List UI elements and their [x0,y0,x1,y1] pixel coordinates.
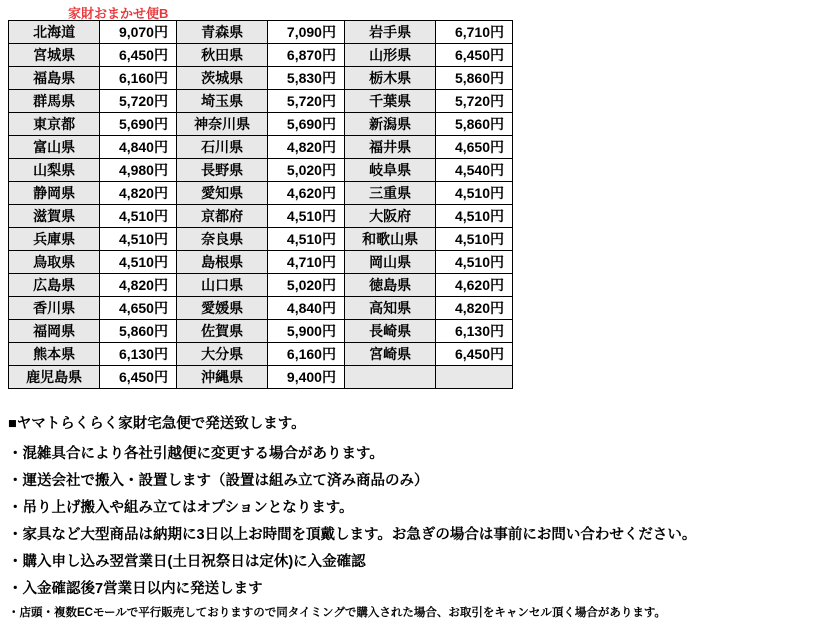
note-line: ・入金確認後7営業日以内に発送します [8,581,263,597]
table-row [9,136,513,159]
price-cell: 4,510円 [436,182,513,205]
prefecture-cell: 福井県 [344,136,435,159]
price-cell: 5,720円 [436,90,513,113]
price-cell: 5,690円 [100,113,177,136]
price-cell: 4,980円 [100,159,177,182]
price-cell: 5,900円 [268,320,345,343]
prefecture-cell: 山形県 [344,44,435,67]
table-row [9,366,513,389]
prefecture-cell: 愛知県 [176,182,267,205]
shipping-fee-table [8,20,513,389]
prefecture-cell: 富山県 [9,136,100,159]
price-cell: 4,820円 [100,274,177,297]
price-cell: 6,130円 [100,343,177,366]
price-cell: 4,510円 [100,251,177,274]
note-line: ・混雑具合により各社引越便に変更する場合があります。 [8,446,384,462]
table-row [9,228,513,251]
table-row [9,297,513,320]
price-cell: 4,510円 [100,205,177,228]
prefecture-cell: 香川県 [9,297,100,320]
price-cell: 6,450円 [100,366,177,389]
note-line: ・吊り上げ搬入や組み立てはオプションとなります。 [8,500,354,516]
price-cell: 4,510円 [436,251,513,274]
price-cell: 4,840円 [268,297,345,320]
price-cell: 4,820円 [436,297,513,320]
price-cell: 5,020円 [268,159,345,182]
page-title: 家財おまかせ便B [68,6,169,21]
prefecture-cell: 栃木県 [344,67,435,90]
prefecture-cell: 福島県 [9,67,100,90]
table-row [9,274,513,297]
prefecture-cell: 鳥取県 [9,251,100,274]
table-row [9,320,513,343]
empty-cell [344,366,435,389]
table-row [9,44,513,67]
price-cell: 4,540円 [436,159,513,182]
prefecture-cell: 佐賀県 [176,320,267,343]
price-cell: 5,830円 [268,67,345,90]
prefecture-cell: 愛媛県 [176,297,267,320]
table-row [9,21,513,44]
price-cell: 4,710円 [268,251,345,274]
price-cell: 6,870円 [268,44,345,67]
prefecture-cell: 秋田県 [176,44,267,67]
price-cell: 4,510円 [436,228,513,251]
prefecture-cell: 埼玉県 [176,90,267,113]
prefecture-cell: 山梨県 [9,159,100,182]
price-cell: 5,860円 [436,113,513,136]
price-cell: 4,510円 [100,228,177,251]
table-row [9,251,513,274]
price-cell: 6,130円 [436,320,513,343]
price-cell: 5,860円 [436,67,513,90]
price-cell: 4,650円 [436,136,513,159]
price-cell: 4,820円 [100,182,177,205]
price-cell: 4,620円 [436,274,513,297]
prefecture-cell: 長野県 [176,159,267,182]
price-cell: 5,690円 [268,113,345,136]
price-cell: 9,400円 [268,366,345,389]
price-cell: 5,860円 [100,320,177,343]
price-cell: 4,620円 [268,182,345,205]
price-cell: 6,710円 [436,21,513,44]
prefecture-cell: 島根県 [176,251,267,274]
table-row [9,113,513,136]
prefecture-cell: 大分県 [176,343,267,366]
price-cell: 6,160円 [100,67,177,90]
prefecture-cell: 新潟県 [344,113,435,136]
table-row [9,67,513,90]
note-line: ・購入申し込み翌営業日(土日祝祭日は定休)に入金確認 [8,554,366,570]
prefecture-cell: 京都府 [176,205,267,228]
price-cell: 4,510円 [268,228,345,251]
prefecture-cell: 鹿児島県 [9,366,100,389]
note-small-print: ・店頭・複数ECモールで平行販売しておりますので同タイミングで購入された場合、お取引をキャンセル頂く場合があります。 [8,607,666,619]
notes-section [8,412,808,620]
prefecture-cell: 大阪府 [344,205,435,228]
price-cell: 4,840円 [100,136,177,159]
prefecture-cell: 徳島県 [344,274,435,297]
prefecture-cell: 青森県 [176,21,267,44]
price-cell: 5,720円 [100,90,177,113]
prefecture-cell: 長崎県 [344,320,435,343]
prefecture-cell: 高知県 [344,297,435,320]
prefecture-cell: 奈良県 [176,228,267,251]
price-cell: 7,090円 [268,21,345,44]
price-cell: 6,450円 [100,44,177,67]
table-row [9,182,513,205]
notes-heading: ■ヤマトらくらく家財宅急便で発送致します。 [8,416,306,432]
price-cell: 5,020円 [268,274,345,297]
price-cell: 4,820円 [268,136,345,159]
prefecture-cell: 岩手県 [344,21,435,44]
prefecture-cell: 千葉県 [344,90,435,113]
prefecture-cell: 山口県 [176,274,267,297]
table-row [9,343,513,366]
price-cell: 4,650円 [100,297,177,320]
prefecture-cell: 静岡県 [9,182,100,205]
prefecture-cell: 広島県 [9,274,100,297]
note-line: ・運送会社で搬入・設置します（設置は組み立て済み商品のみ） [8,473,429,489]
price-cell: 6,450円 [436,343,513,366]
prefecture-cell: 群馬県 [9,90,100,113]
price-cell: 9,070円 [100,21,177,44]
prefecture-cell: 三重県 [344,182,435,205]
price-cell: 4,510円 [436,205,513,228]
prefecture-cell: 沖縄県 [176,366,267,389]
note-line: ・家具など大型商品は納期に3日以上お時間を頂戴します。お急ぎの場合は事前にお問い合わせください。 [8,527,697,543]
prefecture-cell: 北海道 [9,21,100,44]
prefecture-cell: 滋賀県 [9,205,100,228]
prefecture-cell: 神奈川県 [176,113,267,136]
prefecture-cell: 岐阜県 [344,159,435,182]
price-cell: 4,510円 [268,205,345,228]
prefecture-cell: 石川県 [176,136,267,159]
prefecture-cell: 宮崎県 [344,343,435,366]
prefecture-cell: 和歌山県 [344,228,435,251]
prefecture-cell: 宮城県 [9,44,100,67]
empty-cell [436,366,513,389]
table-row [9,205,513,228]
prefecture-cell: 茨城県 [176,67,267,90]
prefecture-cell: 熊本県 [9,343,100,366]
prefecture-cell: 福岡県 [9,320,100,343]
prefecture-cell: 岡山県 [344,251,435,274]
table-row [9,159,513,182]
price-cell: 6,450円 [436,44,513,67]
price-cell: 5,720円 [268,90,345,113]
prefecture-cell: 兵庫県 [9,228,100,251]
price-cell: 6,160円 [268,343,345,366]
table-body [9,21,513,389]
prefecture-cell: 東京都 [9,113,100,136]
table-row [9,90,513,113]
